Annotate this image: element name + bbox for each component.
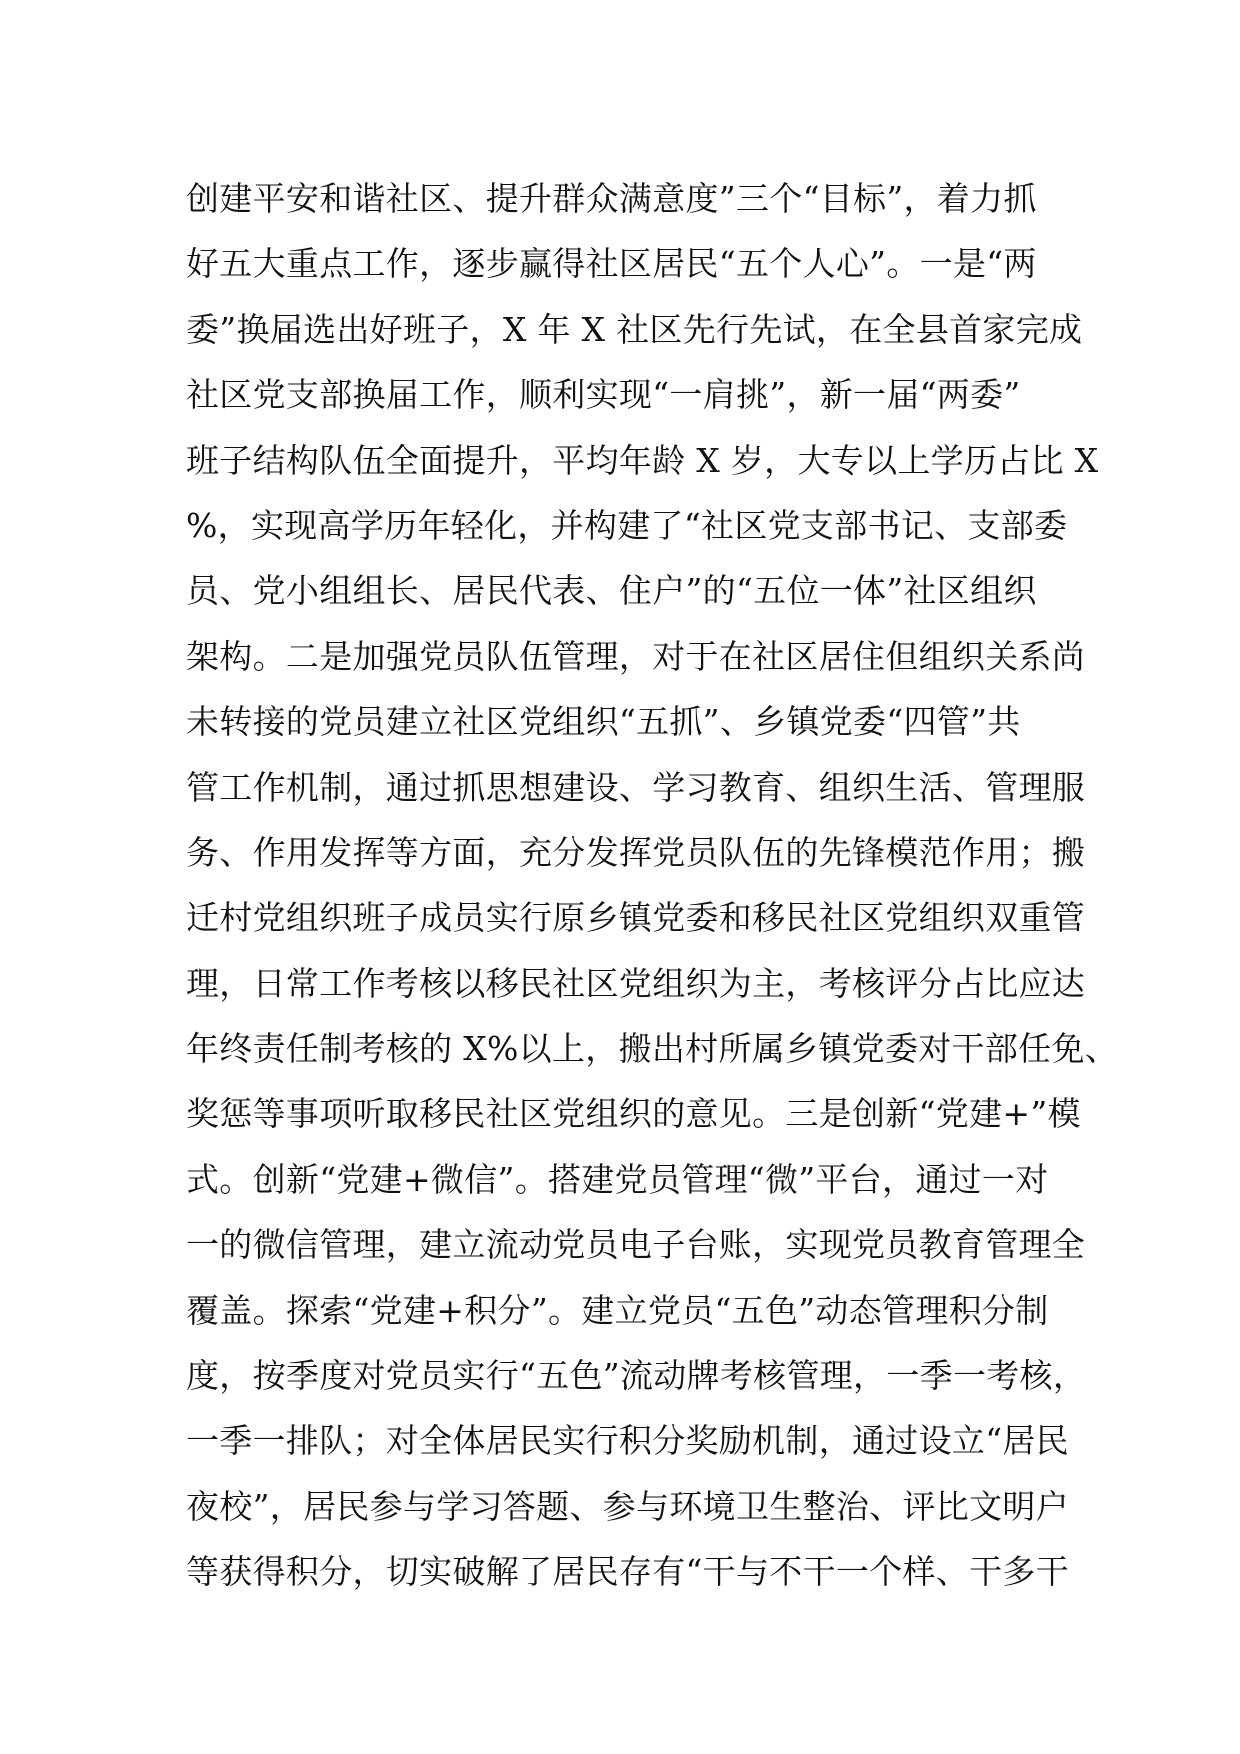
text-line: 管工作机制，通过抓思想建设、学习教育、组织生活、管理服 (186, 767, 1086, 807)
text-line: 迁村党组织班子成员实行原乡镇党委和移民社区党组织双重管 (186, 898, 1086, 938)
text-line: 架构。二是加强党员队伍管理，对于在社区居住但组织关系尚 (186, 636, 1086, 676)
text-line: %，实现高学历年轻化，并构建了“社区党支部书记、支部委 (186, 505, 1068, 545)
text-line: 度，按季度对党员实行“五色”流动牌考核管理，一季一考核， (186, 1356, 1087, 1396)
text-line: 委”换届选出好班子，X 年 X 社区先行先试，在全县首家完成 (186, 309, 1083, 349)
text-line: 一季一排队；对全体居民实行积分奖励机制，通过设立“居民 (186, 1421, 1069, 1461)
text-line: 奖惩等事项听取移民社区党组织的意见。三是创新“党建+”模 (186, 1094, 1081, 1134)
text-line: 好五大重点工作，逐步赢得社区居民“五个人心”。一是“两 (186, 244, 1037, 284)
text-line: 夜校”，居民参与学习答题、参与环境卫生整治、评比文明户 (186, 1486, 1069, 1526)
text-line: 未转接的党员建立社区党组织“五抓”、乡镇党委“四管”共 (186, 702, 1021, 742)
text-line: 班子结构队伍全面提升，平均年龄 X 岁，大专以上学历占比 X (186, 440, 1099, 480)
text-line: 理，日常工作考核以移民社区党组织为主，考核评分占比应达 (186, 963, 1086, 1003)
text-line: 员、党小组组长、居民代表、住户”的“五位一体”社区组织 (186, 571, 1037, 611)
text-line: 覆盖。探索“党建+积分”。建立党员“五色”动态管理积分制 (186, 1290, 1049, 1330)
text-line: 创建平安和谐社区、提升群众满意度”三个“目标”，着力抓 (186, 179, 1037, 218)
body-paragraph (186, 166, 1119, 1605)
text-line: 务、作用发挥等方面，充分发挥党员队伍的先锋模范作用；搬 (186, 832, 1086, 872)
text-line: 等获得积分，切实破解了居民存有“干与不干一个样、干多干 (186, 1552, 1069, 1592)
text-line: 年终责任制考核的 X%以上，搬出村所属乡镇党委对干部任免、 (186, 1029, 1119, 1069)
text-line: 社区党支部换届工作，顺利实现“一肩挑”，新一届“两委” (186, 375, 1021, 415)
text-line: 式。创新“党建+微信”。搭建党员管理“微”平台，通过一对 (186, 1159, 1049, 1199)
text-line: 一的微信管理，建立流动党员电子台账，实现党员教育管理全 (186, 1225, 1086, 1265)
